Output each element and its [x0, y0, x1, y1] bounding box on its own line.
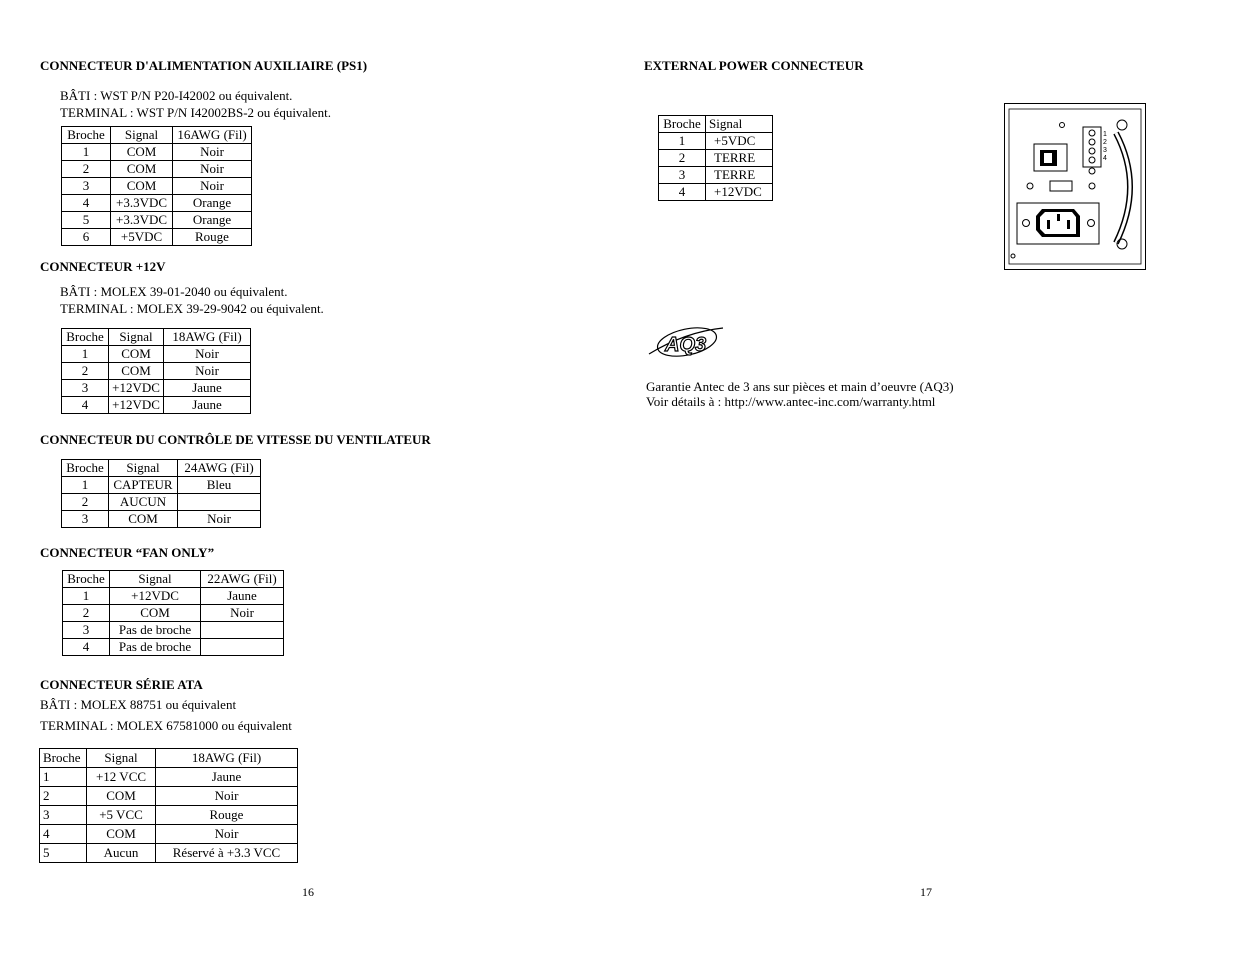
table-cell: 2	[40, 787, 87, 806]
sata-terminal: TERMINAL : MOLEX 67581000 ou équivalent	[40, 718, 292, 733]
sata-housing: BÂTI : MOLEX 88751 ou équivalent	[40, 697, 237, 712]
table-row	[62, 494, 261, 511]
page-number-right: 17	[920, 885, 932, 899]
sata-table	[39, 748, 298, 863]
table-row	[659, 150, 773, 167]
table-cell: 6	[62, 229, 111, 246]
table-cell: 3	[40, 806, 87, 825]
table-cell: 3	[659, 167, 706, 184]
table-cell: TERRE	[706, 150, 773, 167]
table-cell: 1	[62, 477, 109, 494]
table-cell: Noir	[201, 605, 284, 622]
ps1-title: CONNECTEUR D'ALIMENTATION AUXILIAIRE (PS1)	[40, 58, 368, 73]
table-cell: 4	[62, 195, 111, 212]
table-cell: +12VDC	[109, 397, 164, 414]
table-cell: Noir	[178, 511, 261, 528]
table-row	[40, 787, 298, 806]
table-cell: +12VDC	[706, 184, 773, 201]
table-cell: 1	[62, 144, 111, 161]
table-cell: 1	[40, 768, 87, 787]
table-cell: Jaune	[156, 768, 298, 787]
table-header: Broche	[62, 127, 111, 144]
table-cell: 2	[62, 363, 109, 380]
table-cell	[201, 639, 284, 656]
table-row	[63, 639, 284, 656]
aq3-logo	[645, 320, 725, 364]
table-header: Signal	[110, 571, 201, 588]
power-supply-panel-diagram	[1004, 103, 1146, 270]
fanspeed-table	[61, 459, 261, 528]
warranty-line-2: Voir détails à : http://www.antec-inc.com/warranty.html	[646, 394, 936, 409]
table-cell: Orange	[173, 212, 252, 229]
table-cell: +12VDC	[109, 380, 164, 397]
table-cell: TERRE	[706, 167, 773, 184]
table-cell: +5VDC	[111, 229, 173, 246]
table-cell: 2	[62, 494, 109, 511]
table-cell: 1	[63, 588, 110, 605]
table-cell: Noir	[173, 161, 252, 178]
table-cell: +3.3VDC	[111, 212, 173, 229]
table-cell: 4	[659, 184, 706, 201]
table-cell: 2	[62, 161, 111, 178]
table-cell: Jaune	[201, 588, 284, 605]
table-cell: COM	[109, 346, 164, 363]
table-cell: 4	[63, 639, 110, 656]
ext-table	[658, 115, 773, 201]
table-row	[62, 161, 252, 178]
ps1-table	[61, 126, 252, 246]
pin-label: 2	[1103, 139, 1107, 146]
pin-label: 3	[1103, 147, 1107, 154]
c12v-title: CONNECTEUR +12V	[40, 259, 166, 274]
table-row	[40, 844, 298, 863]
table-cell: Rouge	[173, 229, 252, 246]
table-cell: COM	[111, 161, 173, 178]
table-header: Signal	[706, 116, 773, 133]
sata-title: CONNECTEUR SÉRIE ATA	[40, 677, 203, 692]
ps1-terminal: TERMINAL : WST P/N I42002BS-2 ou équivalent.	[60, 105, 331, 120]
table-row	[62, 195, 252, 212]
c12v-terminal: TERMINAL : MOLEX 39-29-9042 ou équivalent.	[60, 301, 324, 316]
table-cell: Orange	[173, 195, 252, 212]
table-row	[659, 167, 773, 184]
ps1-housing: BÂTI : WST P/N P20-I42002 ou équivalent.	[60, 88, 293, 103]
table-cell: Noir	[164, 363, 251, 380]
table-header: 16AWG (Fil)	[173, 127, 252, 144]
table-cell: Pas de broche	[110, 622, 201, 639]
pin-label: 4	[1103, 155, 1107, 162]
table-row	[62, 178, 252, 195]
table-header: Broche	[62, 460, 109, 477]
table-header: 22AWG (Fil)	[201, 571, 284, 588]
table-cell: 3	[62, 511, 109, 528]
table-row	[40, 768, 298, 787]
table-cell: COM	[109, 511, 178, 528]
table-cell: 1	[659, 133, 706, 150]
table-row	[62, 511, 261, 528]
table-header: Broche	[659, 116, 706, 133]
table-header: 24AWG (Fil)	[178, 460, 261, 477]
table-cell: 5	[62, 212, 111, 229]
table-cell: 3	[62, 380, 109, 397]
table-header: 18AWG (Fil)	[164, 329, 251, 346]
table-cell: COM	[111, 144, 173, 161]
table-row	[62, 363, 251, 380]
table-cell	[201, 622, 284, 639]
table-cell: 2	[659, 150, 706, 167]
table-row	[659, 133, 773, 150]
table-row	[63, 622, 284, 639]
table-cell: +12VDC	[110, 588, 201, 605]
table-cell: CAPTEUR	[109, 477, 178, 494]
table-row	[62, 380, 251, 397]
table-row	[62, 346, 251, 363]
table-cell: Noir	[173, 178, 252, 195]
table-row	[40, 806, 298, 825]
logo-text: AQ3	[665, 334, 707, 356]
table-cell: +5VDC	[706, 133, 773, 150]
table-cell: COM	[87, 787, 156, 806]
table-cell: Bleu	[178, 477, 261, 494]
table-cell: COM	[110, 605, 201, 622]
c12v-housing: BÂTI : MOLEX 39-01-2040 ou équivalent.	[60, 284, 288, 299]
table-row	[659, 184, 773, 201]
table-cell: Jaune	[164, 380, 251, 397]
table-cell: Noir	[156, 787, 298, 806]
table-header: 18AWG (Fil)	[156, 749, 298, 768]
table-cell: Noir	[173, 144, 252, 161]
table-cell: 4	[40, 825, 87, 844]
table-cell: COM	[87, 825, 156, 844]
table-cell: Noir	[164, 346, 251, 363]
table-cell: 4	[62, 397, 109, 414]
table-header: Signal	[109, 329, 164, 346]
table-row	[63, 588, 284, 605]
table-cell: 2	[63, 605, 110, 622]
table-cell: Réservé à +3.3 VCC	[156, 844, 298, 863]
warranty-line-1: Garantie Antec de 3 ans sur pièces et main d’oeuvre (AQ3)	[646, 379, 954, 394]
fanspeed-title: CONNECTEUR DU CONTRÔLE DE VITESSE DU VENTILATEUR	[40, 432, 431, 447]
page-number-left: 16	[302, 885, 314, 899]
table-cell: +12 VCC	[87, 768, 156, 787]
table-header: Broche	[62, 329, 109, 346]
table-cell	[178, 494, 261, 511]
table-header: Signal	[87, 749, 156, 768]
table-cell: 5	[40, 844, 87, 863]
table-cell: COM	[111, 178, 173, 195]
fanonly-table	[62, 570, 284, 656]
table-header: Signal	[111, 127, 173, 144]
table-row	[62, 229, 252, 246]
table-cell: COM	[109, 363, 164, 380]
table-header: Broche	[63, 571, 110, 588]
table-cell: Aucun	[87, 844, 156, 863]
table-cell: Rouge	[156, 806, 298, 825]
table-row	[62, 397, 251, 414]
table-header: Signal	[109, 460, 178, 477]
table-row	[62, 477, 261, 494]
pin-label: 1	[1103, 131, 1107, 138]
ext-title: EXTERNAL POWER CONNECTEUR	[644, 58, 864, 73]
table-cell: +5 VCC	[87, 806, 156, 825]
table-cell: 1	[62, 346, 109, 363]
fanonly-title: CONNECTEUR “FAN ONLY”	[40, 545, 215, 560]
table-header: Broche	[40, 749, 87, 768]
table-row	[63, 605, 284, 622]
c12v-table	[61, 328, 251, 414]
table-cell: 3	[62, 178, 111, 195]
table-row	[62, 212, 252, 229]
table-row	[40, 825, 298, 844]
table-cell: +3.3VDC	[111, 195, 173, 212]
table-row	[62, 144, 252, 161]
table-cell: Pas de broche	[110, 639, 201, 656]
table-cell: 3	[63, 622, 110, 639]
table-cell: Noir	[156, 825, 298, 844]
table-cell: AUCUN	[109, 494, 178, 511]
table-cell: Jaune	[164, 397, 251, 414]
